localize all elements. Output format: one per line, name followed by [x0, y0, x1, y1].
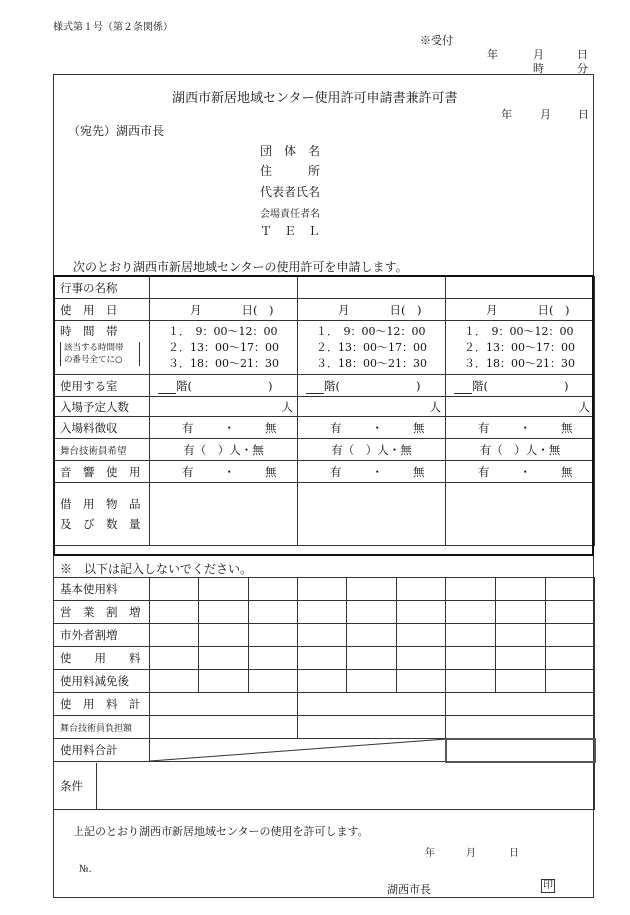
fee-row-basic-label: 基本使用料: [54, 578, 150, 601]
form-title: 湖西市新居地域センター使用許可申請書兼許可書: [172, 91, 458, 106]
representative-label: 代表者氏名: [260, 185, 321, 199]
fee-row-usage-label: 使 用 料: [54, 647, 150, 670]
stage-staff-label: 舞台技術員希望: [54, 439, 150, 461]
sound-cell-2[interactable]: 有 ・ 無: [298, 461, 446, 483]
use-date-cell-2[interactable]: 月 日( ): [298, 299, 446, 321]
use-date-cell-1[interactable]: 月 日( ): [150, 299, 298, 321]
conditions-cell[interactable]: [54, 762, 595, 810]
fee-row-reduced-label: 使用料減免後: [54, 670, 150, 693]
fee-label: 入場料徴収: [54, 417, 150, 439]
receipt-year: 年: [487, 48, 498, 61]
fee-row-nonresident-label: 市外者割増: [54, 624, 150, 647]
group-name-label: 団 体 名: [260, 144, 321, 158]
permit-year: 年: [425, 848, 435, 859]
seal-mark: 印: [543, 880, 553, 891]
room-cell-2[interactable]: 階( ): [298, 375, 446, 397]
fee-cell-1[interactable]: 有 ・ 無: [150, 417, 298, 439]
time-slot-label-cell: [54, 321, 150, 375]
room-label: 使用する室: [54, 375, 150, 397]
items-cell-3[interactable]: [446, 483, 595, 546]
attendees-cell-2[interactable]: 人: [298, 397, 446, 417]
fee-cell-2[interactable]: 有 ・ 無: [298, 417, 446, 439]
items-label-2: 及 び 数 量: [60, 517, 141, 531]
permit-month: 月: [466, 848, 476, 859]
date-day: 日: [578, 108, 589, 121]
application-table: [53, 276, 595, 546]
attendees-cell-3[interactable]: 人: [446, 397, 595, 417]
room-cell-3[interactable]: 階( ): [446, 375, 595, 397]
time-slot-note: 該当する時間帯 の番号全てに○: [60, 342, 140, 366]
stage-staff-cell-1[interactable]: 有（ ）人・無: [150, 439, 298, 461]
addressee: （宛先）湖西市長: [68, 124, 165, 138]
items-cell-1[interactable]: [150, 483, 298, 546]
application-statement: 次のとおり湖西市新居地域センターの使用許可を申請します。: [73, 260, 408, 274]
use-date-label: 使 用 日: [54, 299, 150, 321]
date-year: 年: [501, 108, 512, 121]
time-slot-cell-2[interactable]: １． 9：00〜12：00 ２．13：00〜17：00 ３．18：00〜21：30: [298, 321, 446, 375]
fee-row-subtotal-label: 使 用 料 計: [54, 693, 150, 716]
fee-row-business-label: 営 業 割 増: [54, 601, 150, 624]
time-slot-cell-3[interactable]: １． 9：00〜12：00 ２．13：00〜17：00 ３．18：00〜21：30: [446, 321, 595, 375]
attendees-cell-1[interactable]: 人: [150, 397, 298, 417]
sound-cell-1[interactable]: 有 ・ 無: [150, 461, 298, 483]
receipt-hour: 時: [533, 62, 544, 75]
permit-mayor: 湖西市長: [387, 883, 431, 896]
fee-total-cell[interactable]: [446, 739, 595, 762]
stage-staff-cell-3[interactable]: 有（ ）人・無: [446, 439, 595, 461]
event-name-cell-2[interactable]: [298, 277, 446, 299]
permit-day: 日: [509, 848, 519, 859]
use-date-cell-3[interactable]: 月 日( ): [446, 299, 595, 321]
sound-label: 音 響 使 用: [54, 461, 150, 483]
time-slot-label: 時 間 帯: [60, 324, 118, 338]
venue-manager-label: 会場責任者名: [260, 209, 320, 220]
conditions-divider: [96, 763, 97, 809]
items-label-cell: [54, 483, 150, 546]
event-name-cell-1[interactable]: [150, 277, 298, 299]
event-name-cell-3[interactable]: [446, 277, 595, 299]
fee-row-total-label: 使用料合計: [54, 739, 150, 762]
fee-table: [53, 577, 596, 810]
permit-statement: 上記のとおり湖西市新居地域センターの使用を許可します。: [73, 825, 369, 838]
time-slot-cell-1[interactable]: １． 9：00〜12：00 ２．13：00〜17：00 ３．18：00〜21：30: [150, 321, 298, 375]
stage-staff-cell-2[interactable]: 有（ ）人・無: [298, 439, 446, 461]
fee-row-stage-staff-label: 舞台技術員負担額: [54, 716, 150, 739]
receipt-month: 月: [533, 48, 544, 61]
tel-label: Ｔ Ｅ Ｌ: [260, 224, 321, 238]
receipt-minute: 分: [577, 62, 588, 75]
fee-cell-3[interactable]: 有 ・ 無: [446, 417, 595, 439]
receipt-label: ※受付: [420, 34, 453, 47]
address-label: 住 所: [260, 164, 321, 178]
room-cell-1[interactable]: 階( ): [150, 375, 298, 397]
fee-total-diagonal-cell: [150, 739, 446, 762]
items-label-1: 借 用 物 品: [60, 497, 141, 511]
items-cell-2[interactable]: [298, 483, 446, 546]
sound-cell-3[interactable]: 有 ・ 無: [446, 461, 595, 483]
attendees-label: 入場予定人数: [54, 397, 150, 417]
diagonal-line: [150, 739, 446, 761]
date-month: 月: [540, 108, 551, 121]
event-name-label: 行事の名称: [54, 277, 150, 299]
form-number: 様式第１号（第２条関係）: [53, 22, 173, 33]
permit-number: №.: [79, 864, 92, 875]
office-use-notice: ※ 以下は記入しないでください。: [60, 562, 253, 576]
receipt-day: 日: [577, 48, 588, 61]
conditions-label: 条件: [60, 778, 83, 793]
